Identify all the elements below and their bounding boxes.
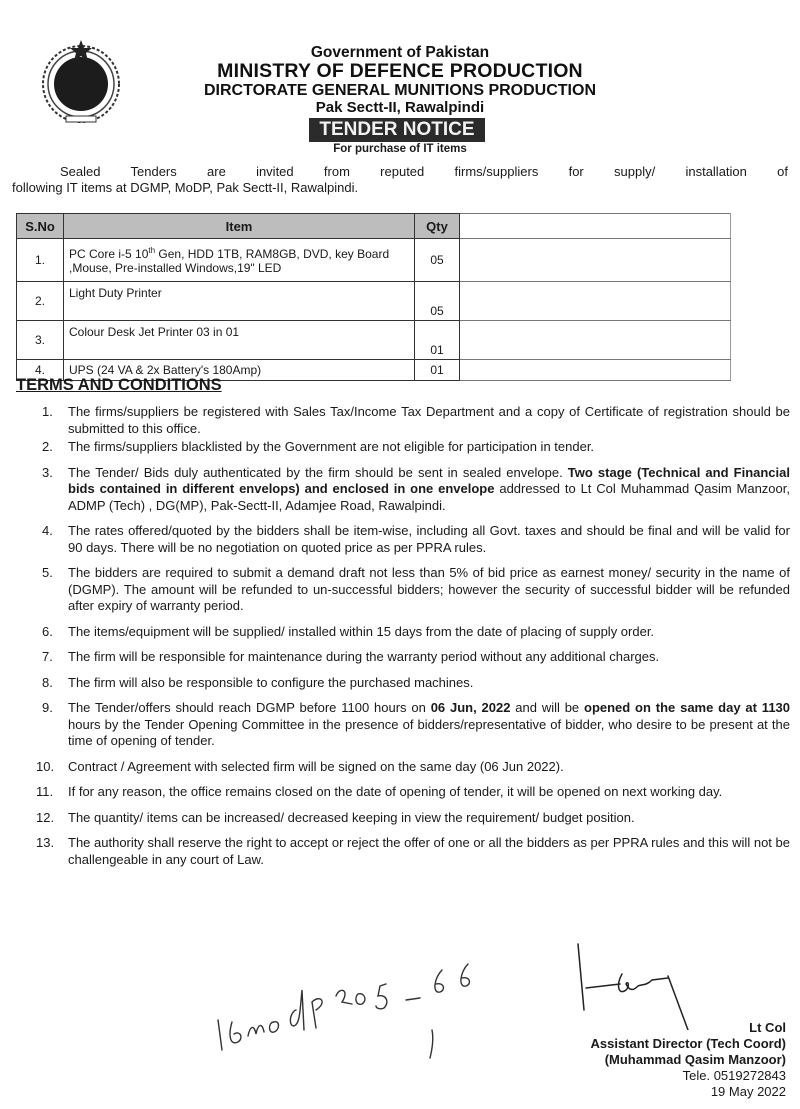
- term-number: 7.: [42, 649, 53, 664]
- ministry-heading: MINISTRY OF DEFENCE PRODUCTION: [217, 60, 583, 82]
- term-item: [0, 439, 790, 456]
- term-item: [0, 759, 790, 776]
- term-number: 9.: [42, 700, 53, 715]
- row-item-text-b: Gen, HDD 1TB, RAM8GB, DVD, key Board ,Mouse, Pre-installed Windows,19" LED: [69, 246, 390, 275]
- term-item: [0, 700, 790, 750]
- term-item: [0, 523, 790, 556]
- term-text: The firm will also be responsible to configure the purchased machines.: [68, 674, 474, 690]
- term-number: 11.: [36, 784, 54, 799]
- term-text: The firm will be responsible for maintenance during the warranty period without any additional charges.: [68, 649, 660, 664]
- term-item: [0, 565, 790, 615]
- intro-paragraph: [12, 164, 788, 196]
- term-text: The items/equipment will be supplied/ installed within 15 days from the date of placing of supply order.: [68, 623, 655, 639]
- term-text: The rates offered/quoted by the bidders shall be item-wise, including all Govt. taxes and should be final and will be valid for 90 days. There will be no negotiation on quoted price as per PPRA rules.: [68, 523, 790, 555]
- row-sno: 3.: [17, 321, 64, 360]
- term-bold-text: opened on the same day at 1130: [584, 700, 791, 715]
- intro-line-1: Sealed Tenders are invited from reputed firms/suppliers for supply/ installation of: [60, 164, 788, 179]
- term-item: [0, 835, 790, 868]
- notice-purpose: For purchase of IT items: [333, 143, 467, 155]
- header-item: Item: [64, 214, 415, 239]
- term-item: [0, 465, 790, 515]
- blank-cell: [460, 360, 731, 381]
- term-text: The Tender/ Bids duly authenticated by the firm should be sent in sealed envelope.: [68, 464, 568, 480]
- term-number: 4.: [42, 523, 53, 538]
- term-text: The bidders are required to submit a demand draft not less than 5% of bid price as earnest money/ security in the name of (DGMP). The amount will be refunded to un-successful bidders; however the security of successful bidder will be refunded after expiry of warranty period.: [68, 565, 790, 613]
- intro-line-2: following IT items at DGMP, MoDP, Pak Sectt-II, Rawalpindi.: [12, 180, 359, 195]
- term-item: [0, 649, 790, 666]
- row-qty: 01: [415, 360, 460, 381]
- terms-title: TERMS AND CONDITIONS: [16, 376, 222, 394]
- tender-notice-title: TENDER NOTICE: [309, 118, 485, 142]
- row-sno: 2.: [17, 282, 64, 321]
- term-text: The quantity/ items can be increased/ decreased keeping in view the requirement/ budget position.: [68, 809, 635, 825]
- term-number: 1.: [42, 404, 53, 419]
- government-heading: Government of Pakistan: [310, 44, 490, 61]
- term-item: [0, 784, 790, 801]
- row-item: UPS (24 VA & 2x Battery's 180Amp): [64, 360, 415, 381]
- row-item-sup: th: [148, 245, 156, 255]
- term-number: 10.: [36, 758, 55, 774]
- term-text: The firms/suppliers blacklisted by the Government are not eligible for participation in tender.: [68, 439, 595, 454]
- term-number: 2.: [42, 439, 53, 454]
- blank-cell: [460, 214, 731, 239]
- table-row: [17, 282, 731, 321]
- signatory-rank: Lt Col: [749, 1020, 786, 1035]
- row-qty: 01: [415, 321, 460, 360]
- items-table: [16, 213, 731, 381]
- row-sno: 4.: [17, 360, 64, 381]
- header-sno: S.No: [17, 214, 64, 239]
- term-number: 6.: [42, 623, 53, 639]
- term-text: and will be: [510, 700, 584, 715]
- signatory-phone: Tele. 0519272843: [682, 1068, 786, 1083]
- blank-cell: [460, 321, 731, 360]
- address-heading: Pak Sectt-II, Rawalpindi: [315, 99, 485, 116]
- term-text: Contract / Agreement with selected firm will be signed on the same day (06 Jun 2022).: [68, 758, 564, 774]
- header-qty: Qty: [415, 214, 460, 239]
- handwritten-annotation-icon: [210, 950, 490, 1060]
- term-bold-text: 06 Jun, 2022: [430, 700, 511, 715]
- term-text: hours by the Tender Opening Committee in the presence of bidders/representative of bidder, who desire to be present at the time of opening of tender.: [68, 716, 790, 748]
- table-header-row: [17, 214, 731, 239]
- term-number: 8.: [42, 674, 53, 690]
- terms-list: [0, 404, 790, 868]
- term-number: 13.: [36, 835, 55, 850]
- signatory-date: 19 May 2022: [710, 1084, 786, 1099]
- term-bold-text: Two stage (Technical and Financial bids contained in different envelops) and enclosed in one envelope: [68, 464, 790, 496]
- row-qty: 05: [415, 239, 460, 282]
- term-text: The Tender/offers should reach DGMP before 1100 hours on: [68, 700, 431, 715]
- term-number: 3.: [42, 464, 53, 480]
- row-item: Colour Desk Jet Printer 03 in 01: [64, 321, 415, 360]
- row-qty: 05: [415, 282, 460, 321]
- term-item: [0, 810, 790, 827]
- row-sno: 1.: [17, 239, 64, 282]
- row-item-text-a: PC Core i-5 10: [69, 246, 149, 261]
- term-item: [0, 675, 790, 692]
- signatory-name: (Muhammad Qasim Manzoor): [604, 1052, 786, 1067]
- term-text: If for any reason, the office remains closed on the date of opening of tender, it will be opened on next working day.: [68, 784, 723, 799]
- table-row: [17, 239, 731, 282]
- term-item: [0, 404, 790, 437]
- signatory-designation: Assistant Director (Tech Coord): [590, 1036, 786, 1051]
- term-number: 5.: [42, 565, 53, 580]
- row-item: [64, 239, 415, 282]
- blank-cell: [460, 282, 731, 321]
- row-item: Light Duty Printer: [64, 282, 415, 321]
- term-text: addressed to Lt Col Muhammad Qasim Manzoor, ADMP (Tech) , DG(MP), Pak-Sectt-II, Adamjee Road, Rawalpindi.: [68, 481, 790, 513]
- blank-cell: [460, 239, 731, 282]
- term-text: The firms/suppliers be registered with Sales Tax/Income Tax Department and a copy of Certificate of registration should be submitted to this office.: [68, 404, 790, 436]
- term-item: [0, 624, 790, 641]
- term-number: 12.: [36, 809, 55, 825]
- signature-icon: [560, 940, 710, 1030]
- signature-block: [590, 1020, 786, 1100]
- term-text: The authority shall reserve the right to accept or reject the offer of one or all the bidders as per PPRA rules and this will not be challengeable in any court of Law.: [68, 835, 790, 867]
- directorate-heading: DIRCTORATE GENERAL MUNITIONS PRODUCTION: [203, 82, 596, 99]
- table-row: [17, 321, 731, 360]
